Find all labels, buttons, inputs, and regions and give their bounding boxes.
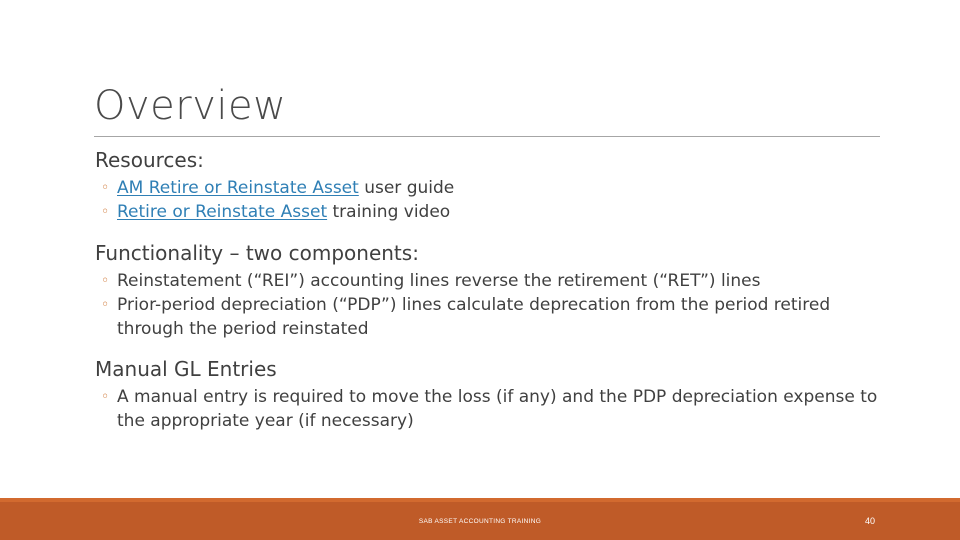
section-heading: Functionality – two components: [95,241,419,265]
bullet-icon: ◦ [101,180,110,196]
slide-title: Overview [94,83,287,129]
list-item [95,176,885,200]
bullet-icon: ◦ [101,273,110,289]
list-item-text: training video [327,202,451,222]
bullet-list [95,385,885,433]
list-item-text: Prior-period depreciation (“PDP”) lines calculate deprecation from the period retired through the period reinstated [117,295,831,339]
bullet-icon: ◦ [101,389,110,405]
list-item [95,200,885,224]
list-item-text: user guide [358,178,455,198]
footer-label: SAB ASSET ACCOUNTING TRAINING [418,518,542,525]
bullet-icon: ◦ [101,297,110,313]
slide-content [95,146,885,433]
list-item [95,293,885,341]
section-resources [95,146,885,224]
section-heading: Manual GL Entries [95,357,277,381]
user-guide-link[interactable]: AM Retire or Reinstate Asset [117,178,359,198]
bullet-list [95,269,885,341]
title-divider [94,136,880,137]
bullet-list [95,176,885,224]
section-heading: Resources: [95,148,204,172]
section-manual-gl-entries [95,355,885,433]
list-item [95,385,885,433]
footer-band-highlight [0,498,960,502]
page-number: 40 [864,516,875,526]
list-item-text: A manual entry is required to move the loss (if any) and the PDP depreciation expense to the appropriate year (if necessary) [117,387,878,431]
list-item-text: Reinstatement (“REI”) accounting lines reverse the retirement (“RET”) lines [117,271,761,291]
section-functionality [95,239,885,341]
bullet-icon: ◦ [101,204,110,220]
list-item [95,269,885,293]
training-video-link[interactable]: Retire or Reinstate Asset [117,202,328,222]
